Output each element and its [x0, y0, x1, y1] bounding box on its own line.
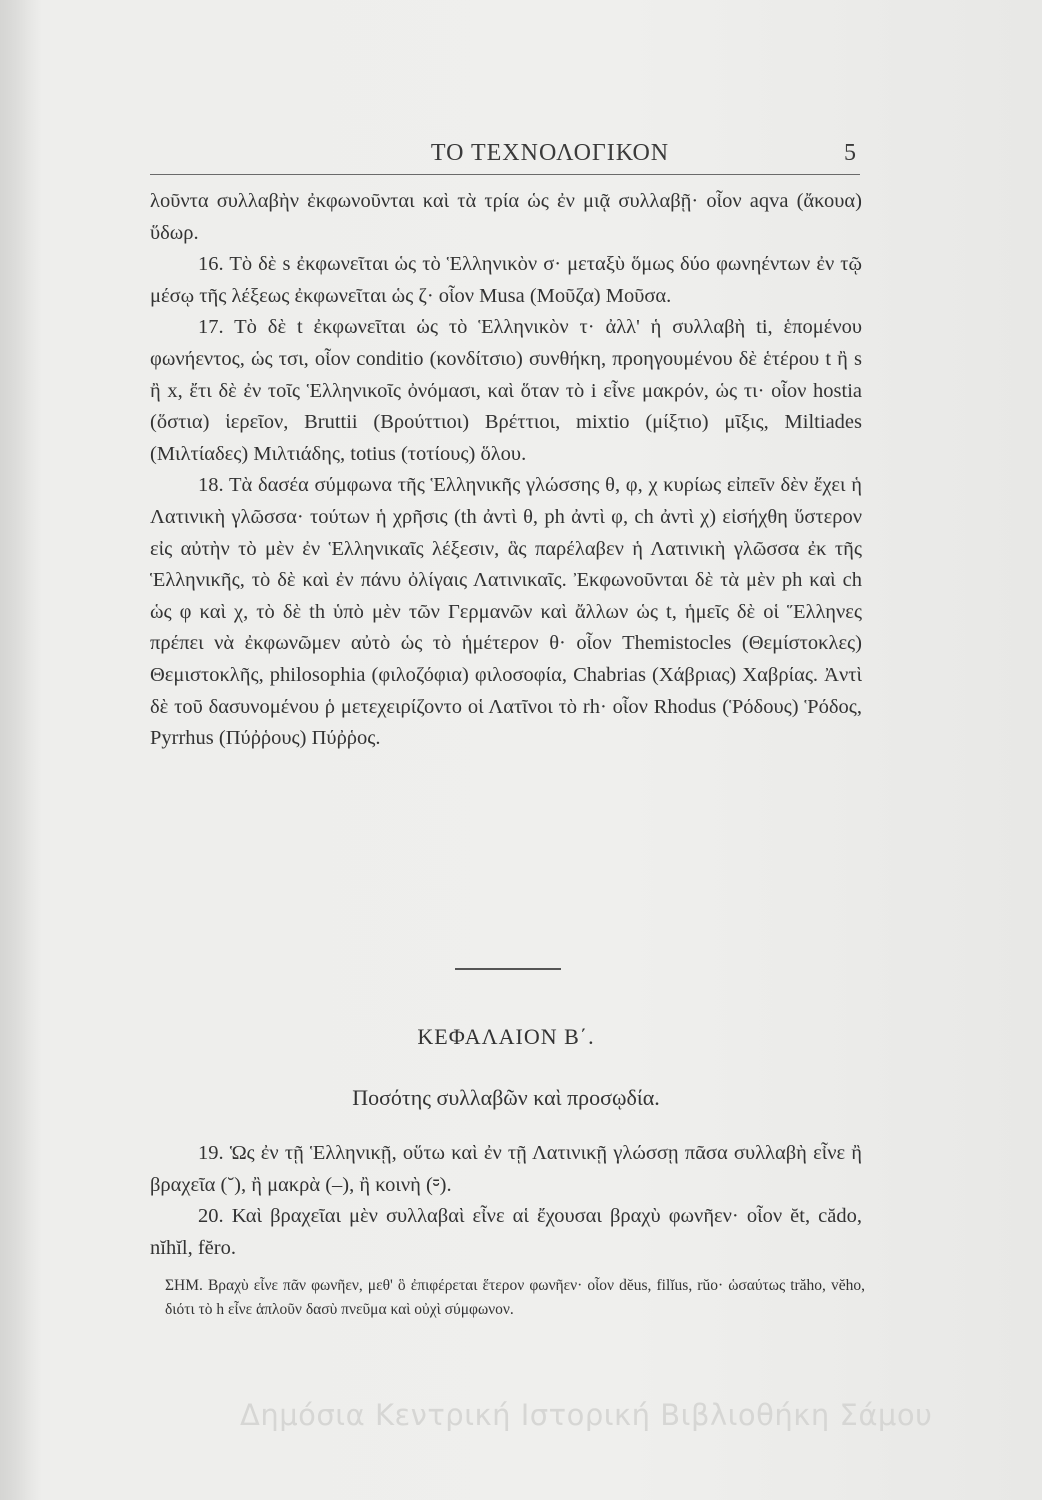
running-title: ΤΟ ΤΕΧΝΟΛΟΓΙΚΟΝ: [430, 140, 670, 166]
paragraph-continuation: λοῦντα συλλαβὴν ἐκφωνοῦνται καὶ τὰ τρία ὡς ἐν μιᾷ συλλαβῇ· οἷον aqva (ἄκουα) ὕδωρ.: [150, 190, 862, 244]
section-divider: [455, 968, 561, 970]
page-header: [150, 140, 860, 175]
paragraph-16: 16. Τὸ δὲ s ἐκφωνεῖται ὡς τὸ Ἑλληνικὸν σ· μεταξὺ ὅμως δύο φωνηέντων ἐν τῷ μέσῳ τῆς λέξεως ἐκφωνεῖται ὡς ζ· οἷον Musa (Μοῦζα) Μοῦσα.: [150, 253, 862, 307]
library-watermark: Δημόσια Κεντρική Ιστορική Βιβλιοθήκη Σάμου: [240, 1398, 933, 1432]
body-text-2: [150, 1138, 862, 1264]
chapter-subtitle: Ποσότης συλλαβῶν καὶ προσῳδία.: [352, 1085, 660, 1110]
chapter-title: ΚΕΦΑΛΑΙΟΝ Β΄.: [417, 1024, 595, 1049]
paragraph-20: 20. Καὶ βραχεῖαι μὲν συλλαβαὶ εἶνε αἱ ἔχουσαι βραχὺ φωνῆεν· οἷον ĕt, cădo, nĭhĭl, fĕro.: [150, 1205, 862, 1259]
page-number: 5: [844, 140, 856, 166]
paragraph-17: 17. Τὸ δὲ t ἐκφωνεῖται ὡς τὸ Ἑλληνικὸν τ· ἀλλ' ἡ συλλαβὴ ti, ἑπομένου φωνήεντος, ὡς τσι, οἷον conditio (κονδίτσιο) συνθήκη, προηγουμένου δὲ ἑτέρου t ἢ s ἢ x, ἔτι δὲ ἐν τοῖς Ἑλληνικοῖς ὀνόμασι, καὶ ὅταν τὸ i εἶνε μακρόν, ὡς τι· οἷον hostia (ὅστια) ἱερεῖον, Bruttii (Βρούττιοι) Βρέττιοι, mixtio (μίξτιο) μῖξις, Miltiades (Μιλτίαδες) Μιλτιάδης, totius (τοτίους) ὅλου.: [150, 316, 862, 465]
paragraph-19: 19. Ὡς ἐν τῇ Ἑλληνικῇ, οὕτω καὶ ἐν τῇ Λατινικῇ γλώσσῃ πᾶσα συλλαβὴ εἶνε ἢ βραχεῖα (˘), ἢ μακρὰ (‒), ἢ κοινὴ (⏒).: [150, 1142, 862, 1196]
binding-edge-shadow: [0, 0, 42, 1500]
footnote: ΣΗΜ. Βραχὺ εἶνε πᾶν φωνῆεν, μεθ' ὃ ἐπιφέρεται ἕτερον φωνῆεν· οἷον dĕus, filĭus, rŭo· ὡσαύτως trăho, vĕho, διότι τὸ h εἶνε ἁπλοῦν δασὺ πνεῦμα καὶ οὐχὶ σύμφωνον.: [165, 1277, 865, 1318]
paragraph-18: 18. Τὰ δασέα σύμφωνα τῆς Ἑλληνικῆς γλώσσης θ, φ, χ κυρίως εἰπεῖν δὲν ἔχει ἡ Λατινικὴ γλῶσσα· τούτων ἡ χρῆσις (th ἀντὶ θ, ph ἀντὶ φ, ch ἀντὶ χ) εἰσήχθη ὕστερον εἰς αὐτὴν τὸ μὲν ἐν Ἑλληνικαῖς λέξεσιν, ἃς παρέλαβεν ἡ Λατινικὴ γλῶσσα ἐκ τῆς Ἑλληνικῆς, τὸ δὲ καὶ ἐν πάνυ ὀλίγαις Λατινικαῖς. Ἐκφωνοῦνται δὲ τὰ μὲν ph καὶ ch ὡς φ καὶ χ, τὸ δὲ th ὑπὸ μὲν τῶν Γερμανῶν καὶ ἄλλων ὡς t, ἡμεῖς δὲ οἱ Ἕλληνες πρέπει νὰ ἐκφωνῶμεν αὐτὸ ὡς τὸ ἡμέτερον θ· οἷον Themistocles (Θεμίστοκλες) Θεμιστοκλῆς, philosophia (φιλοζόφια) φιλοσοφία, Chabrias (Χάβριας) Χαβρίας. Ἀντὶ δὲ τοῦ δασυνομένου ῥ μετεχειρίζοντο οἱ Λατῖνοι τὸ rh· οἷον Rhodus (Ῥόδους) Ῥόδος, Pyrrhus (Πύῤῥους) Πύῤῥος.: [150, 474, 862, 750]
body-text: [150, 186, 862, 755]
